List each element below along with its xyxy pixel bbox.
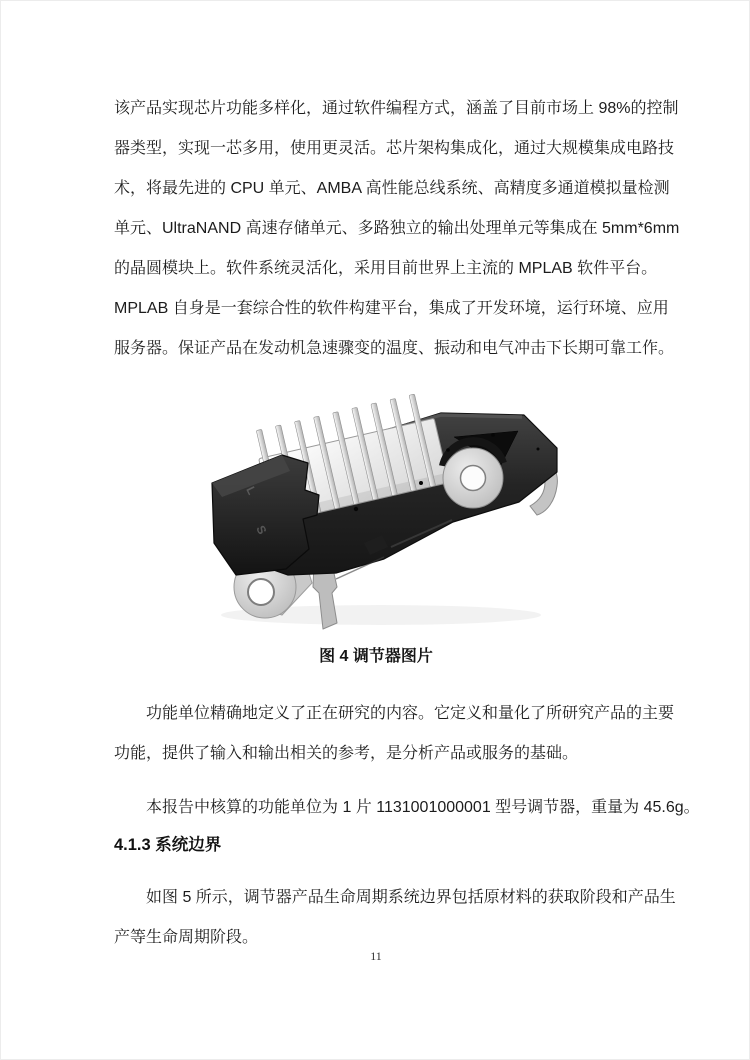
- text-line: 该产品实现芯片功能多样化，通过软件编程方式，涵盖了目前市场上 98%的控制: [114, 100, 679, 117]
- text-line: MPLAB 自身是一套综合性的软件构建平台，集成了开发环境，运行环境、应用: [114, 300, 669, 317]
- moulding-dot: [419, 481, 423, 485]
- figure-caption: 图 4 调节器图片: [319, 648, 433, 665]
- text-line: 术，将最先进的 CPU 单元、AMBA 高性能总线系统、高精度多通道模拟量检测: [114, 180, 670, 197]
- mount-hole-top-right: [461, 466, 486, 491]
- connector-mark-s: S: [253, 523, 270, 537]
- moulding-dot: [491, 433, 495, 437]
- paragraph-functional-unit: [114, 694, 675, 774]
- mount-hole-bottom-left: [248, 579, 274, 605]
- moulding-dot: [446, 448, 450, 452]
- paragraph-system-boundary: [114, 878, 676, 958]
- text-line: 的晶圆模块上。软件系统灵活化，采用目前世界上主流的 MPLAB 软件平台。: [114, 260, 658, 277]
- page-content: [114, 1, 700, 958]
- paragraph-product-features: [114, 89, 680, 369]
- figure-4: [186, 391, 566, 639]
- moulding-dot: [537, 448, 540, 451]
- text-line: 产等生命周期阶段。: [114, 929, 259, 946]
- text-line: 单元、UltraNAND 高速存储单元、多路独立的输出处理单元等集成在 5mm*6mm: [114, 220, 680, 237]
- moulding-dot: [354, 507, 358, 511]
- text-line: 功能，提供了输入和输出相关的参考，是分析产品或服务的基础。: [114, 745, 579, 762]
- regulator-photo: [186, 391, 566, 639]
- text-line: 功能单位精确地定义了正在研究的内容。它定义和量化了所研究产品的主要: [146, 705, 675, 722]
- paragraph-report-unit: [114, 788, 700, 828]
- connector-mark-l: L: [243, 484, 260, 497]
- section-heading: 4.1.3 系统边界: [114, 836, 222, 854]
- text-line: 器类型，实现一芯多用，使用更灵活。芯片架构集成化，通过大规模集成电路技: [114, 140, 675, 157]
- text-line: 本报告中核算的功能单位为 1 片 1131001000001 型号调节器，重量为 45.6g。: [146, 799, 700, 816]
- text-line: 如图 5 所示，调节器产品生命周期系统边界包括原材料的获取阶段和产品生: [146, 889, 676, 906]
- page-number: 11: [370, 949, 382, 963]
- text-line: 服务器。保证产品在发动机急速骤变的温度、振动和电气冲击下长期可靠工作。: [114, 340, 675, 357]
